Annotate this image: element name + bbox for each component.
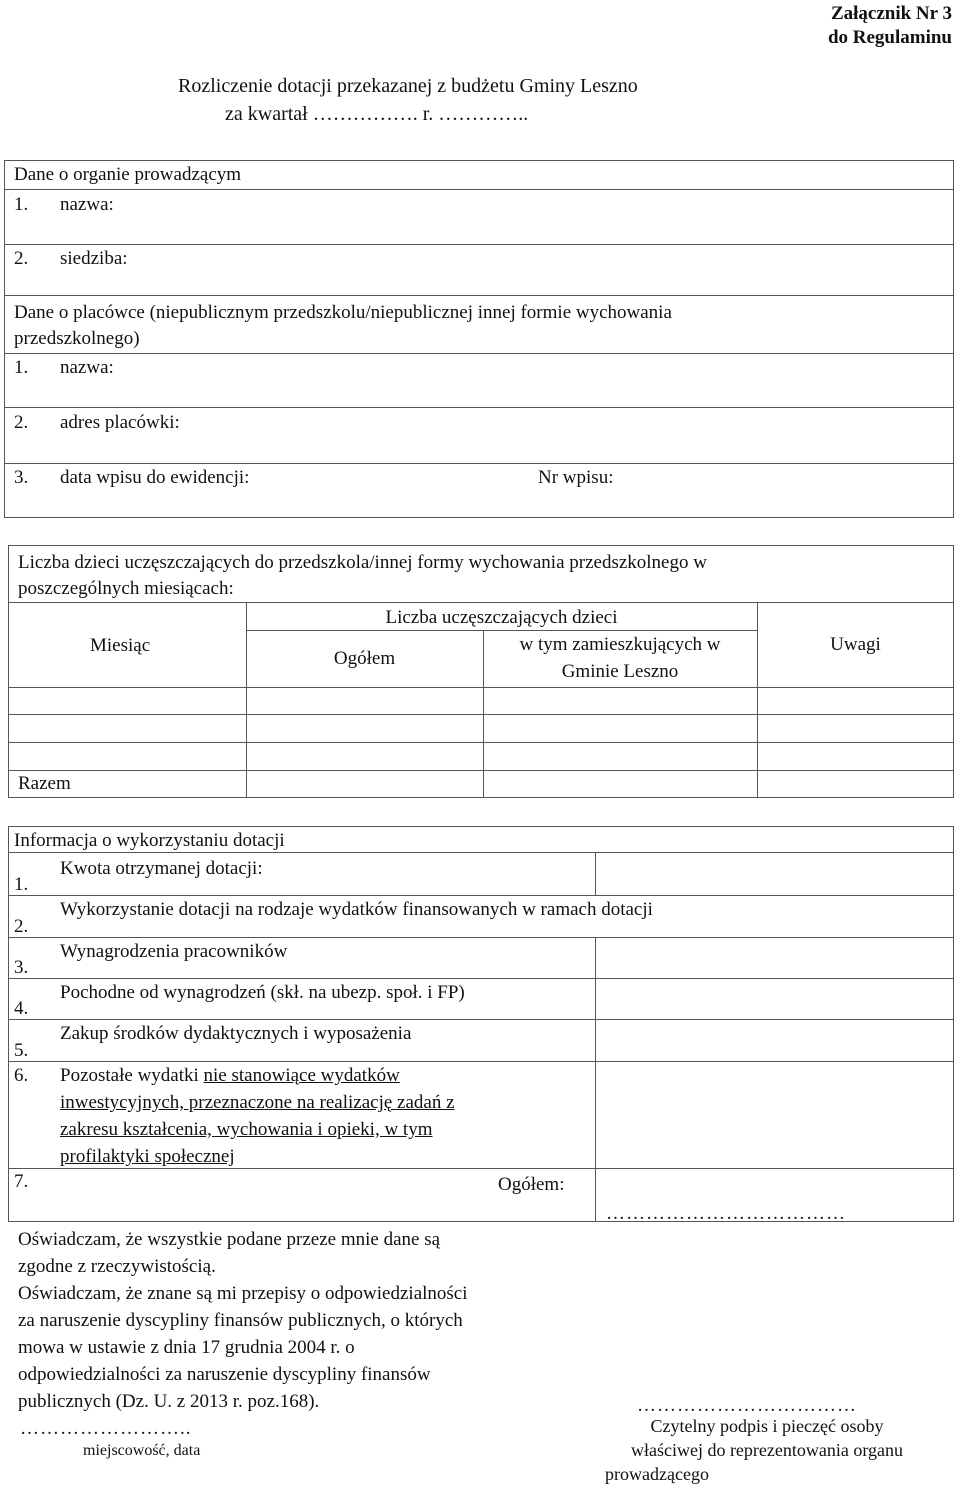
page-title: Rozliczenie dotacji przekazanej z budżetu Gminy Leszno: [178, 75, 638, 97]
signature-label-cont: prowadzącego: [605, 1464, 709, 1484]
teaching-materials-label: Zakup środków dydaktycznych i wyposażenia: [60, 1023, 412, 1044]
attachment-regulation: do Regulaminu: [827, 27, 952, 48]
facility-item-number: 3.: [14, 467, 29, 488]
leszno-column-header: w tym zamieszkujących w: [519, 634, 721, 655]
declaration-line: zgodne z rzeczywistością.: [18, 1256, 216, 1277]
declaration-line: Oświadczam, że wszystkie podane przeze mnie dane są: [18, 1229, 441, 1250]
declaration-line: za naruszenie dyscypliny finansów publicznych, o których: [18, 1310, 463, 1331]
notes-column-header: Uwagi: [830, 634, 881, 655]
facility-name-label: nazwa:: [60, 357, 114, 378]
usage-item-number: 2.: [14, 916, 29, 937]
usage-item-number: 5.: [14, 1040, 29, 1061]
total-column-header: Ogółem: [333, 648, 396, 669]
facility-address-label: adres placówki:: [60, 412, 180, 433]
registration-number-label: Nr wpisu:: [538, 467, 614, 488]
registration-date-label: data wpisu do ewidencji:: [60, 467, 250, 488]
facility-heading: Dane o placówce (niepublicznym przedszkolu/niepublicznej innej formie wychowania: [14, 302, 672, 323]
declaration-line: mowa w ustawie z dnia 17 grudnia 2004 r. o: [18, 1337, 355, 1358]
organization-data-box: [4, 160, 954, 518]
organ-seat-label: siedziba:: [60, 248, 128, 269]
signature-dots: ……………………………: [637, 1395, 857, 1416]
other-expenses-label-cont: inwestycyjnych, przeznaczone na realizację zadań z: [60, 1092, 455, 1113]
declaration-line: Oświadczam, że znane są mi przepisy o odpowiedzialności: [18, 1283, 468, 1304]
children-intro: Liczba dzieci uczęszczających do przedszkola/innej formy wychowania przedszkolnego w: [18, 552, 707, 573]
facility-item-number: 2.: [14, 412, 29, 433]
usage-item-number: 4.: [14, 998, 29, 1019]
children-group-header: Liczba uczęszczających dzieci: [385, 607, 618, 628]
organ-item-number: 2.: [14, 248, 29, 269]
signature-label: Czytelny podpis i pieczęć osoby: [650, 1416, 884, 1436]
usage-item-number: 3.: [14, 957, 29, 978]
other-expenses-label: Pozostałe wydatki nie stanowiące wydatków: [60, 1065, 400, 1086]
place-date-dots: ……………………..: [20, 1418, 192, 1439]
facility-heading-cont: przedszkolnego): [14, 328, 140, 349]
organ-name-label: nazwa:: [60, 194, 114, 215]
declaration-line: odpowiedzialności za naruszenie dyscypliny finansów: [18, 1364, 431, 1385]
leszno-column-header-cont: Gminie Leszno: [561, 661, 679, 682]
declaration-line: publicznych (Dz. U. z 2013 r. poz.168).: [18, 1391, 320, 1412]
expense-types-label: Wykorzystanie dotacji na rodzaje wydatków finansowanych w ramach dotacji: [60, 899, 653, 920]
place-date-label: miejscowość, data: [83, 1442, 201, 1459]
salary-derivatives-label: Pochodne od wynagrodzeń (skł. na ubezp. społ. i FP): [60, 982, 465, 1003]
page-title-period: za kwartał ……………. r. …………..: [225, 103, 529, 125]
month-column-header: Miesiąc: [90, 635, 151, 656]
usage-item-number: 7.: [14, 1171, 29, 1192]
salaries-label: Wynagrodzenia pracowników: [60, 941, 288, 962]
children-total-row: Razem: [18, 773, 71, 794]
facility-item-number: 1.: [14, 357, 29, 378]
other-expenses-label-cont: profilaktyki społecznej: [60, 1146, 235, 1167]
received-amount-label: Kwota otrzymanej dotacji:: [60, 858, 263, 879]
other-expenses-label-cont: zakresu kształcenia, wychowania i opieki, w tym: [60, 1119, 433, 1140]
children-intro-cont: poszczególnych miesiącach:: [18, 578, 234, 599]
usage-heading: Informacja o wykorzystaniu dotacji: [14, 830, 285, 851]
signature-label-cont: właściwej do reprezentowania organu: [630, 1440, 904, 1460]
usage-item-number: 6.: [14, 1065, 29, 1086]
attachment-number: Załącznik Nr 3: [830, 3, 952, 24]
organ-heading: Dane o organie prowadzącym: [14, 164, 242, 185]
grand-total-dots: ………………………………: [606, 1203, 846, 1224]
organ-item-number: 1.: [14, 194, 29, 215]
usage-item-number: 1.: [14, 874, 29, 895]
grand-total-label: Ogółem:: [498, 1174, 565, 1195]
